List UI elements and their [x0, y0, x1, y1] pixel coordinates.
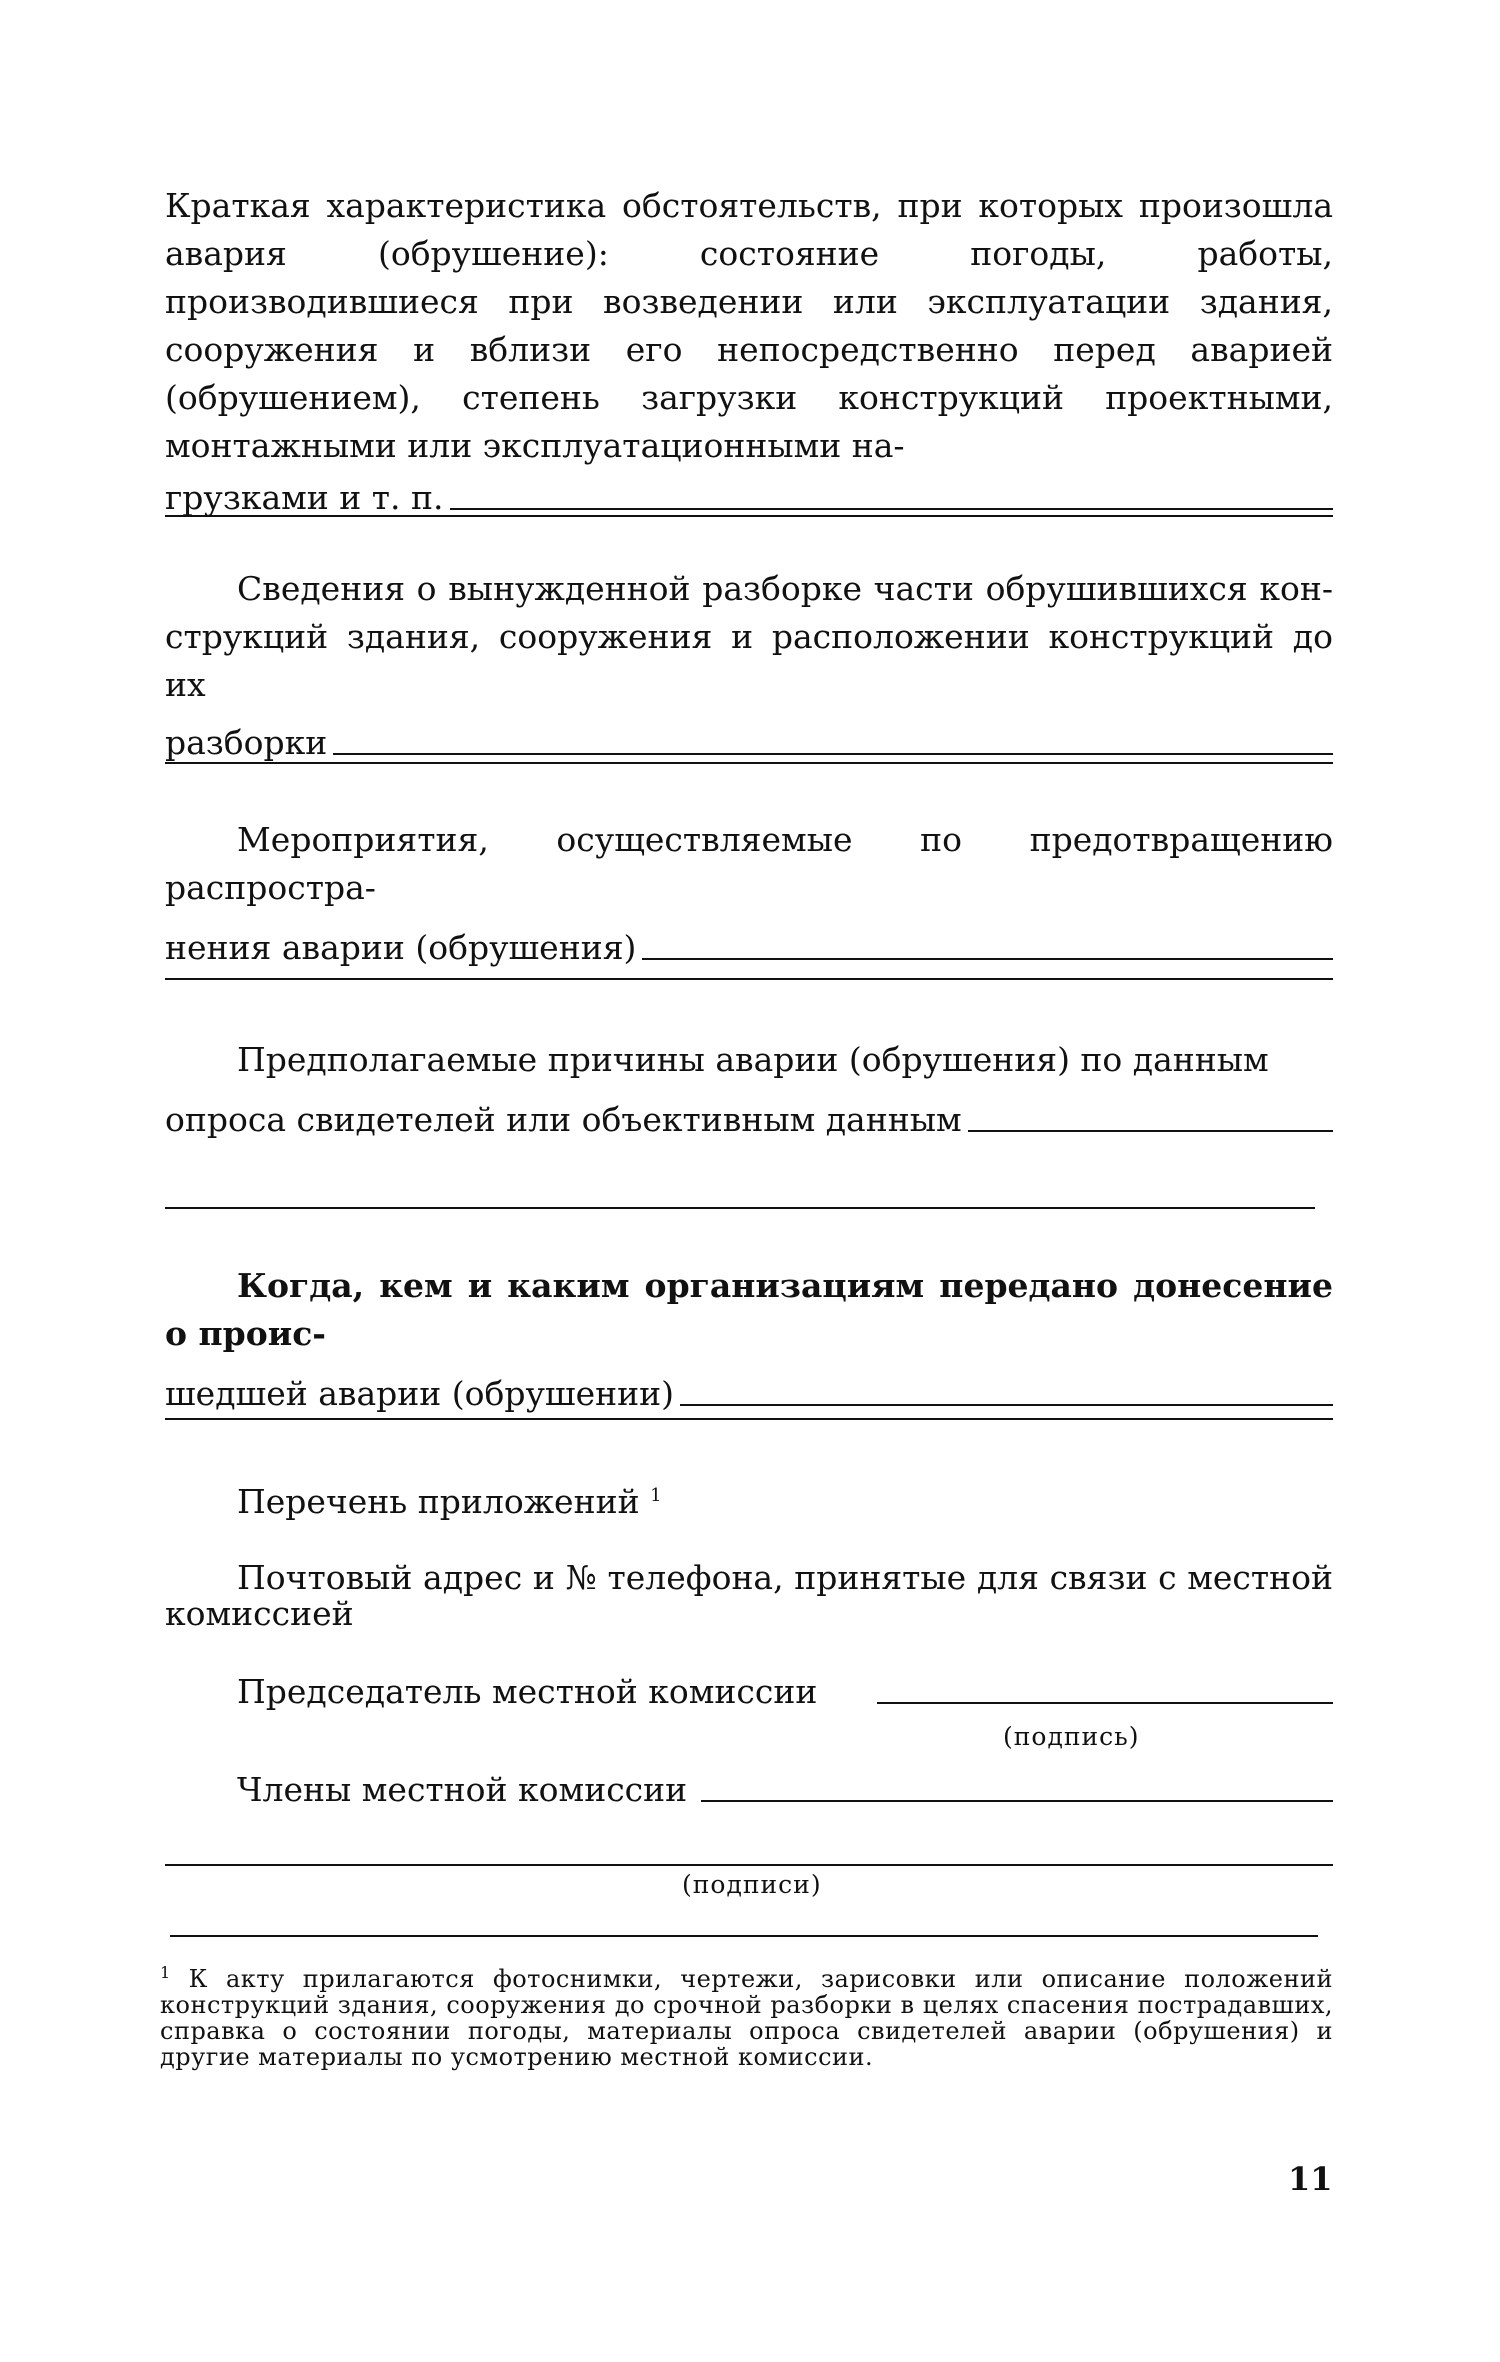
causes-fill-line[interactable]: [968, 1130, 1333, 1132]
section-report: [165, 1262, 1333, 1418]
footnote: [160, 1960, 1333, 2070]
report-fill-line[interactable]: [680, 1404, 1333, 1406]
measures-tail-label: нения аварии (обрушения): [165, 928, 637, 967]
dismantling-text: Сведения о вынужденной разборке части обрушившихся кон-струкций здания, сооружения и расположении конструкций до их: [165, 569, 1333, 704]
measures-text: Мероприятия, осуществляемые по предотвращению распростра-: [165, 820, 1333, 907]
members-row: [165, 1766, 1333, 1814]
members-extra-line[interactable]: [165, 1864, 1333, 1866]
report-text: Когда, кем и каким организациям передано донесение о проис-: [165, 1266, 1333, 1353]
dismantling-fill-line[interactable]: [333, 753, 1333, 755]
attachments-footnote-marker: 1: [650, 1485, 662, 1506]
section-dismantling: [165, 565, 1333, 767]
measures-fill-line[interactable]: [642, 958, 1333, 960]
page-number: 11: [1288, 2160, 1333, 2198]
circumstances-tail-label: грузками и т. п.: [165, 478, 444, 517]
measures-fill-row: [165, 924, 1333, 972]
chairman-row: [165, 1668, 1333, 1716]
postal-address-text: Почтовый адрес и № телефона, принятые для связи с местной комиссией: [165, 1558, 1333, 1633]
dismantling-tail-label: разборки: [165, 723, 328, 762]
section-attachments: [165, 1472, 1333, 1526]
report-tail-label: шедшей аварии (обрушении): [165, 1374, 674, 1413]
causes-fill-row: [165, 1096, 1333, 1144]
section-postal-address: [165, 1560, 1333, 1632]
chairman-label: Председатель местной комиссии: [237, 1672, 818, 1711]
section-chairman: [165, 1668, 1333, 1716]
section-circumstances: [165, 182, 1333, 522]
dismantling-extra-line[interactable]: [165, 762, 1333, 764]
footnote-text: К акту прилагаются фотоснимки, чертежи, зарисовки или описание положений конструкций здания, сооружения до срочной разборки в целях спасения пострадавших, справка о состоянии погоды, материалы опроса свидетелей аварии (обрушения) и другие материалы по усмотрению местной комиссии.: [160, 1965, 1333, 2071]
attachments-text: Перечень приложений: [237, 1482, 640, 1521]
chairman-caption: (подпись): [1003, 1722, 1140, 1751]
circumstances-extra-line[interactable]: [165, 515, 1333, 517]
footnote-marker: 1: [160, 1963, 171, 1982]
members-caption: (подписи): [682, 1870, 822, 1899]
dismantling-fill-row: [165, 719, 1333, 767]
circumstances-fill-line[interactable]: [450, 508, 1334, 510]
section-members: [165, 1766, 1333, 1814]
causes-text: Предполагаемые причины аварии (обрушения) по данным: [237, 1040, 1269, 1079]
members-label: Члены местной комиссии: [237, 1770, 688, 1809]
members-bottom-line[interactable]: [170, 1935, 1318, 1937]
causes-tail-label: опроса свидетелей или объективным данным: [165, 1100, 962, 1139]
report-fill-row: [165, 1370, 1333, 1418]
causes-extra-line[interactable]: [165, 1207, 1315, 1209]
measures-extra-line[interactable]: [165, 978, 1333, 980]
attachments-label: [165, 1472, 1333, 1526]
report-extra-line[interactable]: [165, 1418, 1333, 1420]
circumstances-text: Краткая характеристика обстоятельств, при которых произошла авария (обрушение): состояние погоды, работы, производившиеся при возведении или эксплуатации здания, сооружения и вблизи его непосредственно перед аварией (обрушением), степень загрузки конструкций проектными, монтажными или эксплуатационными на-: [165, 186, 1333, 465]
section-causes: [165, 1036, 1333, 1144]
chairman-signature-line[interactable]: [877, 1702, 1333, 1704]
section-measures: [165, 816, 1333, 972]
members-signature-line[interactable]: [701, 1800, 1333, 1802]
